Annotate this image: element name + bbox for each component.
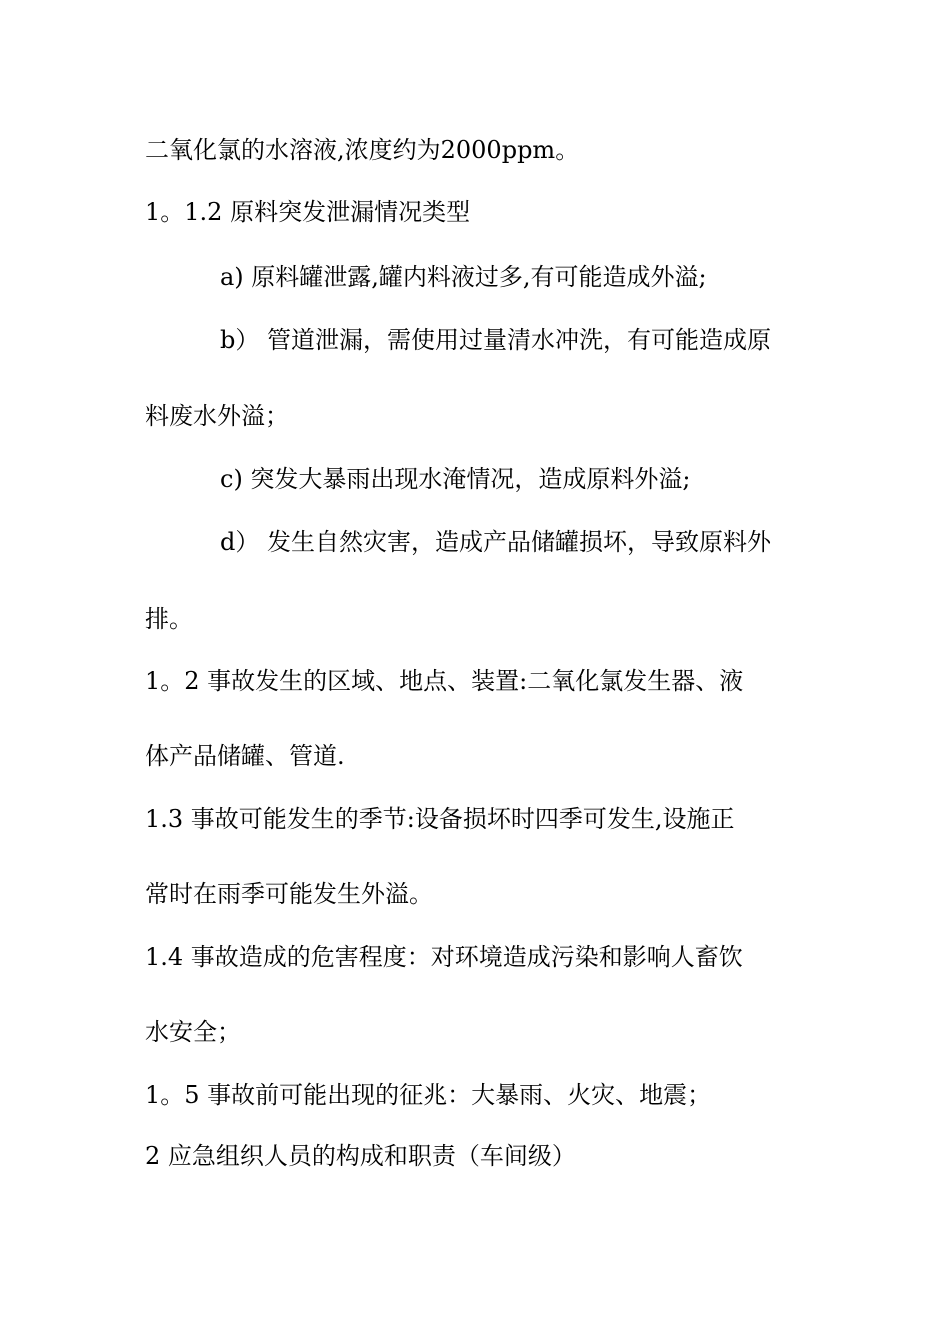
section-1-5-line: 1。5 事故前可能出现的征兆：大暴雨、火灾、地震； xyxy=(145,1081,712,1109)
list-item-b: b） 管道泄漏，需使用过量清水冲洗，有可能造成原 xyxy=(220,326,771,354)
list-item-c: c) 突发大暴雨出现水淹情况，造成原料外溢; xyxy=(220,465,691,493)
section-1-3-continuation: 常时在雨季可能发生外溢。 xyxy=(145,880,433,908)
paragraph-line: 二氧化氯的水溶液,浓度约为2000ppm。 xyxy=(145,136,580,164)
section-1-4-line: 1.4 事故造成的危害程度：对环境造成污染和影响人畜饮 xyxy=(145,943,743,971)
section-2-heading: 2 应急组织人员的构成和职责（车间级） xyxy=(145,1142,576,1170)
section-1-2-continuation: 体产品储罐、管道. xyxy=(145,742,345,770)
list-item-a: a) 原料罐泄露,罐内料液过多,有可能造成外溢; xyxy=(220,263,707,291)
list-item-d: d） 发生自然灾害，造成产品储罐损坏，导致原料外 xyxy=(220,528,771,556)
list-item-b-continuation: 料废水外溢； xyxy=(145,402,289,430)
section-heading: 1。1.2 原料突发泄漏情况类型 xyxy=(145,198,471,226)
list-item-d-continuation: 排。 xyxy=(145,605,193,633)
section-1-4-continuation: 水安全； xyxy=(145,1018,241,1046)
section-1-2-line: 1。2 事故发生的区域、地点、装置:二氧化氯发生器、液 xyxy=(145,667,744,695)
section-1-3-line: 1.3 事故可能发生的季节:设备损坏时四季可发生,设施正 xyxy=(145,805,735,833)
